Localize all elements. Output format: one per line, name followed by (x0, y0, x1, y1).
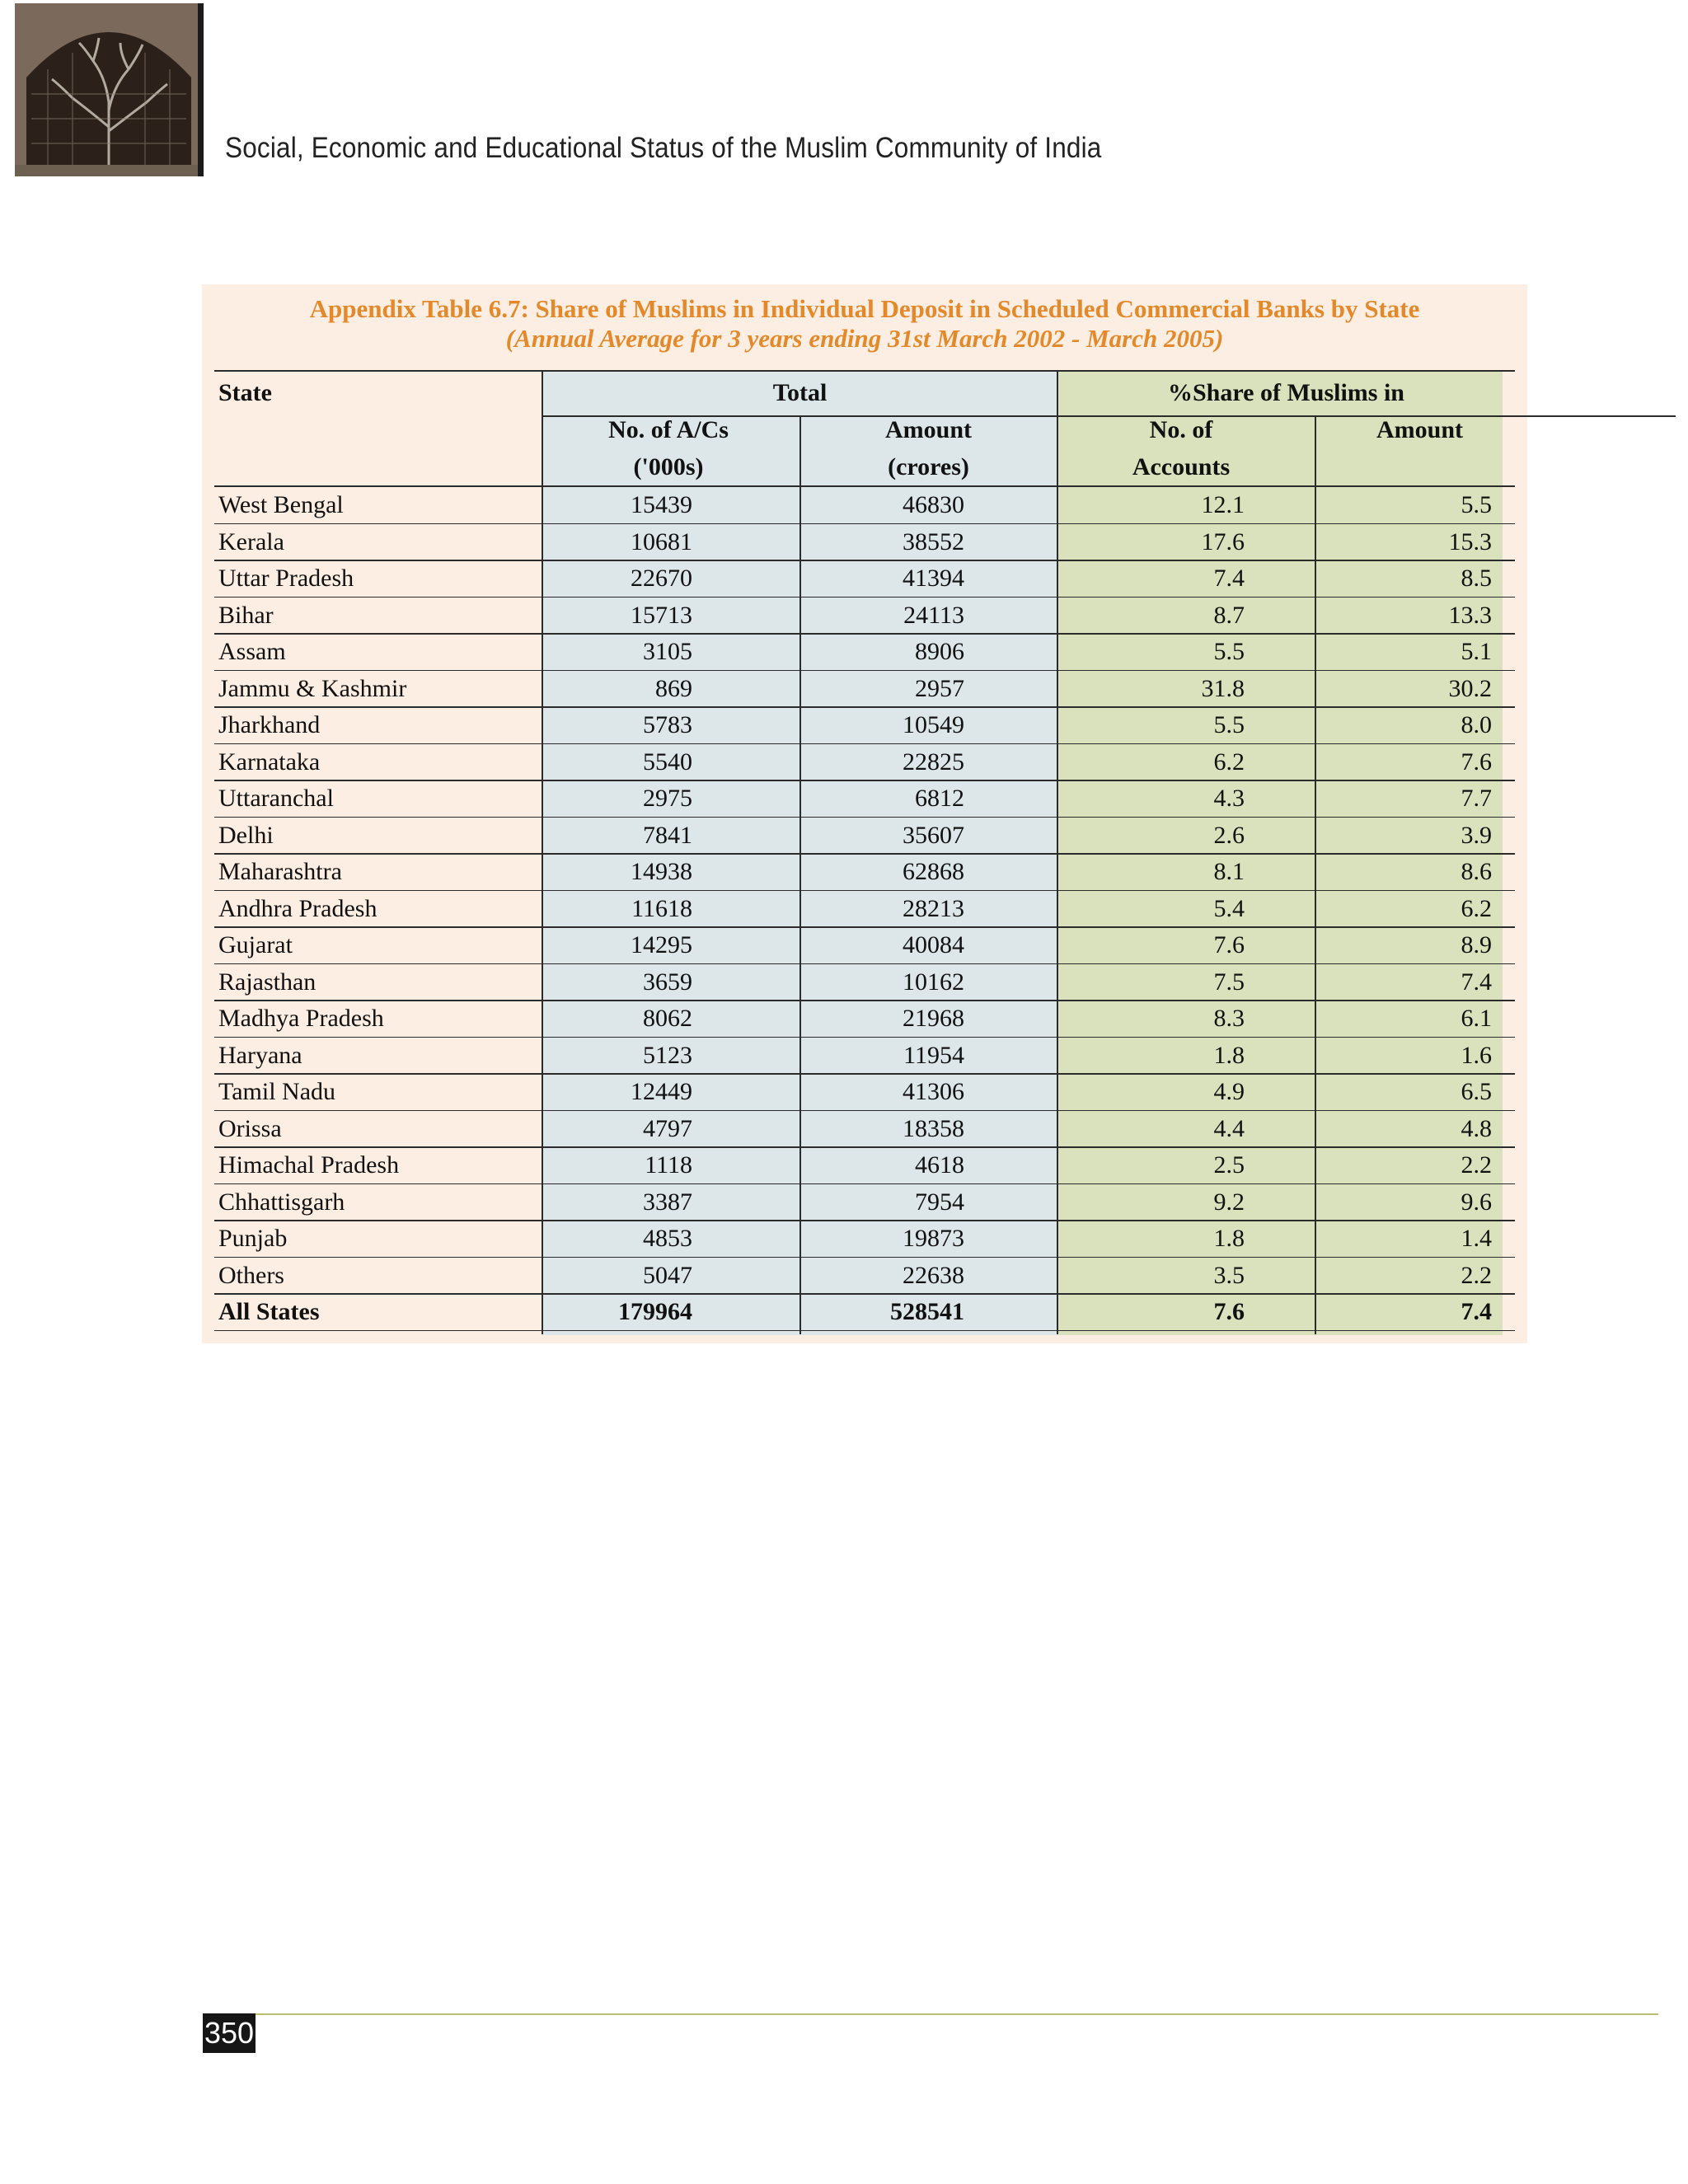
cell-state: Delhi (218, 821, 274, 849)
cell-accounts: 14295 (631, 931, 692, 958)
footer-rule (256, 2013, 1658, 2015)
header-share-accounts-2: Accounts (1132, 453, 1231, 480)
cell-share-amount: 8.5 (1461, 565, 1492, 592)
cell-share-amount: 7.4 (1461, 1298, 1492, 1325)
cell-share-accounts: 4.3 (1213, 785, 1245, 812)
cell-share-accounts: 8.7 (1213, 601, 1245, 629)
cell-share-accounts: 8.1 (1213, 858, 1245, 885)
cell-accounts: 3105 (643, 638, 692, 665)
cell-accounts: 5540 (643, 748, 692, 776)
header-accounts-unit: ('000s) (633, 453, 704, 480)
cell-state: Uttar Pradesh (218, 565, 354, 592)
cell-accounts: 15713 (631, 601, 692, 629)
cell-accounts: 11618 (631, 894, 692, 922)
header-amount: Amount (884, 416, 972, 443)
cell-share-accounts: 5.5 (1213, 711, 1245, 738)
cell-amount: 35607 (903, 821, 964, 849)
cell-amount: 62868 (903, 858, 964, 885)
table-top-rule (214, 370, 1515, 372)
table-title: Appendix Table 6.7: Share of Muslims in Individual Deposit in Scheduled Commercial Banks by State (309, 294, 1420, 323)
cell-amount: 28213 (903, 894, 964, 922)
cell-amount: 4618 (915, 1151, 964, 1179)
cell-share-amount: 2.2 (1461, 1261, 1492, 1289)
cell-share-accounts: 7.5 (1213, 968, 1245, 996)
cell-share-accounts: 3.5 (1213, 1261, 1245, 1289)
cell-state: Orissa (218, 1114, 282, 1142)
cell-share-amount: 6.1 (1461, 1005, 1492, 1032)
cell-share-accounts: 4.4 (1213, 1114, 1245, 1142)
cell-share-amount: 6.2 (1461, 894, 1492, 922)
cell-share-amount: 6.5 (1461, 1078, 1492, 1105)
page-header-title: Social, Economic and Educational Status of the Muslim Community of India (225, 132, 1102, 164)
cell-state: Jharkhand (218, 711, 321, 738)
cell-state: Maharashtra (218, 858, 342, 885)
cell-accounts: 12449 (631, 1078, 692, 1105)
cell-share-accounts: 2.6 (1213, 821, 1245, 849)
row-rule (214, 1330, 1515, 1332)
cell-share-accounts: 17.6 (1201, 527, 1245, 555)
cell-accounts: 14938 (631, 858, 692, 885)
cell-accounts: 10681 (631, 527, 692, 555)
cell-share-accounts: 5.5 (1213, 638, 1245, 665)
cell-amount: 18358 (903, 1114, 964, 1142)
cell-amount: 2957 (915, 674, 964, 702)
cell-accounts: 1118 (645, 1151, 692, 1179)
cell-share-accounts: 31.8 (1201, 674, 1245, 702)
cell-share-amount: 7.6 (1461, 748, 1492, 776)
cell-amount: 46830 (903, 491, 964, 518)
cell-state: Assam (218, 638, 286, 665)
cell-amount: 19873 (903, 1225, 964, 1252)
header-accounts: No. of A/Cs (608, 416, 729, 443)
cell-share-amount: 13.3 (1448, 601, 1492, 629)
cell-amount: 10549 (903, 711, 964, 738)
cell-state: Andhra Pradesh (218, 894, 377, 922)
cell-accounts: 8062 (643, 1005, 692, 1032)
page-number: 350 (203, 2013, 256, 2053)
cell-share-accounts: 7.4 (1213, 565, 1245, 592)
table-subtitle: (Annual Average for 3 years ending 31st March 2002 - March 2005) (505, 324, 1224, 353)
lattice-window-icon (15, 3, 203, 176)
cell-amount: 22638 (903, 1261, 964, 1289)
cell-amount: 6812 (915, 785, 964, 812)
header-decorative-image (15, 3, 203, 176)
cell-accounts: 5123 (643, 1041, 692, 1069)
header-image-edge (198, 3, 204, 176)
cell-state: Bihar (218, 601, 274, 629)
cell-accounts: 2975 (643, 785, 692, 812)
cell-accounts: 7841 (643, 821, 692, 849)
cell-accounts: 4853 (643, 1225, 692, 1252)
cell-accounts: 5783 (643, 711, 692, 738)
cell-amount: 10162 (903, 968, 964, 996)
cell-share-accounts: 5.4 (1213, 894, 1245, 922)
header-amount-unit: (crores) (888, 453, 969, 480)
cell-share-amount: 8.6 (1461, 858, 1492, 885)
cell-accounts: 179964 (618, 1298, 692, 1325)
cell-share-amount: 5.5 (1461, 491, 1492, 518)
header-share-amount: Amount (1376, 416, 1463, 443)
cell-state: Uttaranchal (218, 785, 334, 812)
cell-amount: 41394 (903, 565, 964, 592)
cell-state: Others (218, 1261, 284, 1289)
cell-share-amount: 1.4 (1461, 1225, 1492, 1252)
header-share: %Share of Muslims in (1168, 379, 1404, 406)
cell-share-amount: 7.4 (1461, 968, 1492, 996)
cell-share-accounts: 4.9 (1213, 1078, 1245, 1105)
cell-share-amount: 8.0 (1461, 711, 1492, 738)
cell-share-amount: 1.6 (1461, 1041, 1492, 1069)
cell-state: West Bengal (218, 491, 344, 518)
cell-accounts: 869 (655, 674, 692, 702)
cell-share-accounts: 6.2 (1213, 748, 1245, 776)
cell-share-accounts: 9.2 (1213, 1188, 1245, 1216)
cell-state: Karnataka (218, 748, 321, 776)
header-share-accounts: No. of (1149, 416, 1213, 443)
cell-share-accounts: 7.6 (1213, 931, 1245, 958)
cell-accounts: 3387 (643, 1188, 692, 1216)
cell-state: Tamil Nadu (218, 1078, 336, 1105)
cell-amount: 21968 (903, 1005, 964, 1032)
cell-share-amount: 7.7 (1461, 785, 1492, 812)
cell-share-amount: 30.2 (1448, 674, 1492, 702)
cell-amount: 528541 (890, 1298, 964, 1325)
cell-share-amount: 9.6 (1461, 1188, 1492, 1216)
header-total: Total (772, 379, 828, 406)
header-state: State (218, 379, 272, 406)
cell-amount: 38552 (903, 527, 964, 555)
appendix-table-panel (202, 284, 1527, 1343)
cell-state: Haryana (218, 1041, 302, 1069)
cell-accounts: 15439 (631, 491, 692, 518)
cell-share-accounts: 2.5 (1213, 1151, 1245, 1179)
cell-amount: 11954 (903, 1041, 964, 1069)
cell-share-amount: 8.9 (1461, 931, 1492, 958)
cell-state: Madhya Pradesh (218, 1005, 384, 1032)
cell-state: Rajasthan (218, 968, 316, 996)
cell-share-amount: 3.9 (1461, 821, 1492, 849)
cell-share-amount: 2.2 (1461, 1151, 1492, 1179)
cell-accounts: 5047 (643, 1261, 692, 1289)
cell-state: All States (218, 1298, 320, 1325)
cell-state: Jammu & Kashmir (218, 674, 407, 702)
cell-accounts: 3659 (643, 968, 692, 996)
cell-state: Chhattisgarh (218, 1188, 345, 1216)
cell-amount: 7954 (915, 1188, 964, 1216)
cell-amount: 24113 (903, 601, 964, 629)
cell-amount: 40084 (903, 931, 964, 958)
cell-share-amount: 5.1 (1461, 638, 1492, 665)
cell-amount: 8906 (915, 638, 964, 665)
cell-accounts: 22670 (631, 565, 692, 592)
cell-share-accounts: 1.8 (1213, 1041, 1245, 1069)
cell-amount: 22825 (903, 748, 964, 776)
cell-accounts: 4797 (643, 1114, 692, 1142)
cell-state: Punjab (218, 1225, 288, 1252)
cell-state: Himachal Pradesh (218, 1151, 400, 1179)
cell-share-accounts: 12.1 (1201, 491, 1245, 518)
cell-share-accounts: 1.8 (1213, 1225, 1245, 1252)
cell-share-accounts: 7.6 (1213, 1298, 1245, 1325)
cell-share-amount: 4.8 (1461, 1114, 1492, 1142)
cell-state: Kerala (218, 527, 284, 555)
cell-state: Gujarat (218, 931, 293, 958)
cell-share-amount: 15.3 (1448, 527, 1492, 555)
cell-amount: 41306 (903, 1078, 964, 1105)
cell-share-accounts: 8.3 (1213, 1005, 1245, 1032)
